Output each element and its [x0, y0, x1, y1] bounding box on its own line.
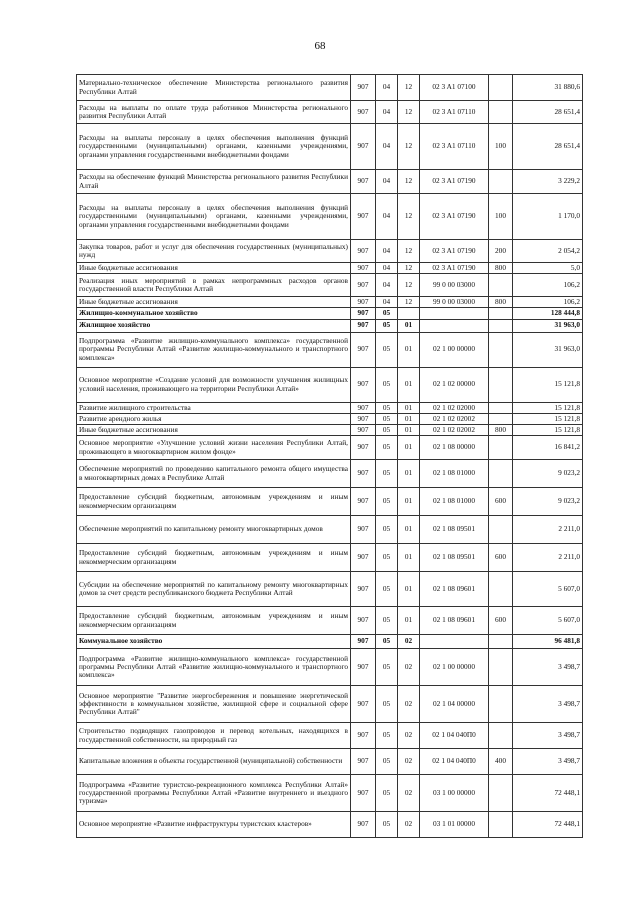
row-section-code: 04: [376, 194, 398, 240]
row-section-code: 05: [376, 607, 398, 635]
row-target-article: 02 3 A1 07190: [420, 240, 489, 263]
row-admin-code: 907: [351, 516, 376, 544]
row-name: Иные бюджетные ассигнования: [77, 297, 351, 308]
table-row: [77, 607, 583, 635]
table-row: [77, 436, 583, 460]
row-section-code: 05: [376, 308, 398, 319]
row-admin-code: 907: [351, 319, 376, 332]
row-admin-code: 907: [351, 544, 376, 572]
row-target-article: 02 3 A1 07190: [420, 263, 489, 274]
row-amount: 2 211,0: [513, 516, 583, 544]
row-subsection-code: 01: [398, 544, 420, 572]
table-row: [77, 124, 583, 170]
row-subsection-code: 12: [398, 170, 420, 194]
row-target-article: 99 0 00 03000: [420, 274, 489, 297]
row-amount: 15 121,8: [513, 424, 583, 435]
row-subsection-code: 01: [398, 332, 420, 367]
row-target-article: 02 3 A1 07100: [420, 75, 489, 101]
row-target-article: 02 3 A1 07110: [420, 101, 489, 124]
row-amount: 9 023,2: [513, 488, 583, 516]
budget-table: [76, 74, 583, 838]
row-admin-code: 907: [351, 367, 376, 402]
row-section-code: 04: [376, 170, 398, 194]
row-name: Обеспечение мероприятий по проведению капитального ремонта общего имущества в многоквартирных домах в Республике Алтай: [77, 460, 351, 488]
row-section-code: 05: [376, 319, 398, 332]
row-target-article: 02 1 08 09601: [420, 607, 489, 635]
table-row: [77, 516, 583, 544]
row-target-article: 02 3 A1 07190: [420, 170, 489, 194]
row-expense-type: [489, 101, 513, 124]
row-admin-code: 907: [351, 297, 376, 308]
row-expense-type: [489, 319, 513, 332]
row-expense-type: [489, 436, 513, 460]
row-amount: 31 963,0: [513, 332, 583, 367]
row-admin-code: 907: [351, 424, 376, 435]
row-target-article: 02 1 08 00000: [420, 436, 489, 460]
row-subsection-code: 02: [398, 749, 420, 775]
table-row: [77, 723, 583, 749]
row-admin-code: 907: [351, 101, 376, 124]
table-row: [77, 274, 583, 297]
row-amount: 72 448,1: [513, 775, 583, 812]
row-name: Расходы на выплаты по оплате труда работников Министерства регионального развития Республики Алтай: [77, 101, 351, 124]
row-section-code: 05: [376, 723, 398, 749]
row-amount: 3 498,7: [513, 649, 583, 686]
row-expense-type: [489, 516, 513, 544]
table-row: [77, 775, 583, 812]
row-target-article: 02 1 08 09501: [420, 544, 489, 572]
row-subsection-code: 01: [398, 319, 420, 332]
row-subsection-code: 02: [398, 775, 420, 812]
table-row: [77, 194, 583, 240]
row-target-article: 02 1 04 00000: [420, 686, 489, 723]
row-subsection-code: 12: [398, 194, 420, 240]
row-expense-type: [489, 686, 513, 723]
row-admin-code: 907: [351, 194, 376, 240]
row-section-code: 04: [376, 75, 398, 101]
table-row: [77, 263, 583, 274]
row-expense-type: [489, 635, 513, 649]
budget-table-body: [77, 75, 583, 838]
row-name: Расходы на выплаты персоналу в целях обеспечения выполнения функций государственными (муниципальными) органами, казенными учреждениями, органами управления государственными внебюджетными фондами: [77, 124, 351, 170]
row-subsection-code: 02: [398, 686, 420, 723]
row-target-article: 02 1 08 09601: [420, 572, 489, 607]
row-admin-code: 907: [351, 263, 376, 274]
row-target-article: [420, 319, 489, 332]
row-name: Основное мероприятие «Развитие инфраструктуры туристских кластеров»: [77, 812, 351, 838]
row-name: Строительство подводящих газопроводов и перевод котельных, находящихся в государственной собственности, на природный газ: [77, 723, 351, 749]
row-name: Развитие арендного жилья: [77, 413, 351, 424]
row-section-code: 05: [376, 436, 398, 460]
row-amount: 5,0: [513, 263, 583, 274]
row-expense-type: [489, 572, 513, 607]
row-amount: 2 211,0: [513, 544, 583, 572]
row-expense-type: 600: [489, 544, 513, 572]
row-amount: 9 023,2: [513, 460, 583, 488]
table-row: [77, 749, 583, 775]
row-name: Предоставление субсидий бюджетным, автономным учреждениям и иным некоммерческим организациям: [77, 607, 351, 635]
row-expense-type: [489, 367, 513, 402]
row-target-article: 02 1 04 040П0: [420, 749, 489, 775]
row-section-code: 05: [376, 775, 398, 812]
row-amount: 1 170,0: [513, 194, 583, 240]
row-expense-type: 600: [489, 607, 513, 635]
row-subsection-code: 12: [398, 124, 420, 170]
row-admin-code: 907: [351, 413, 376, 424]
row-subsection-code: 02: [398, 649, 420, 686]
row-section-code: 05: [376, 460, 398, 488]
row-name: Материально-техническое обеспечение Министерства регионального развития Республики Алтай: [77, 75, 351, 101]
row-section-code: 05: [376, 635, 398, 649]
row-amount: 15 121,8: [513, 367, 583, 402]
row-admin-code: 907: [351, 686, 376, 723]
row-target-article: 02 1 02 02002: [420, 413, 489, 424]
row-name: Жилищно-коммунальное хозяйство: [77, 308, 351, 319]
row-name: Закупка товаров, работ и услуг для обеспечения государственных (муниципальных) нужд: [77, 240, 351, 263]
row-section-code: 05: [376, 332, 398, 367]
table-row: [77, 544, 583, 572]
table-row: [77, 332, 583, 367]
table-row: [77, 649, 583, 686]
row-section-code: 05: [376, 572, 398, 607]
row-section-code: 05: [376, 812, 398, 838]
row-subsection-code: 12: [398, 101, 420, 124]
row-name: Жилищное хозяйство: [77, 319, 351, 332]
page-number: 68: [314, 40, 326, 52]
row-section-code: 05: [376, 749, 398, 775]
row-target-article: 02 1 00 00000: [420, 332, 489, 367]
row-amount: 28 651,4: [513, 101, 583, 124]
row-target-article: 02 1 02 00000: [420, 367, 489, 402]
table-row: [77, 488, 583, 516]
row-amount: 128 444,8: [513, 308, 583, 319]
row-amount: 28 651,4: [513, 124, 583, 170]
row-section-code: 04: [376, 240, 398, 263]
row-subsection-code: [398, 308, 420, 319]
row-expense-type: [489, 308, 513, 319]
row-section-code: 04: [376, 124, 398, 170]
row-target-article: 02 1 08 01000: [420, 488, 489, 516]
row-section-code: 05: [376, 516, 398, 544]
table-row: [77, 297, 583, 308]
row-subsection-code: 12: [398, 263, 420, 274]
row-amount: 72 448,1: [513, 812, 583, 838]
row-amount: 5 607,0: [513, 572, 583, 607]
row-admin-code: 907: [351, 723, 376, 749]
table-row: [77, 308, 583, 319]
row-subsection-code: 02: [398, 723, 420, 749]
row-admin-code: 907: [351, 75, 376, 101]
row-expense-type: [489, 460, 513, 488]
row-admin-code: 907: [351, 775, 376, 812]
row-expense-type: 800: [489, 263, 513, 274]
table-row: [77, 572, 583, 607]
row-section-code: 05: [376, 424, 398, 435]
row-section-code: 04: [376, 274, 398, 297]
table-row: [77, 460, 583, 488]
row-admin-code: 907: [351, 240, 376, 263]
table-row: [77, 635, 583, 649]
row-expense-type: [489, 413, 513, 424]
table-row: [77, 367, 583, 402]
row-name: Субсидии на обеспечение мероприятий по капитальному ремонту многоквартирных домов за счет средств республиканского бюджета Республики Алтай: [77, 572, 351, 607]
row-name: Основное мероприятие «Улучшение условий жизни населения Республики Алтай, проживающего в многоквартирном жилом фонде»: [77, 436, 351, 460]
row-section-code: 04: [376, 263, 398, 274]
row-name: Капитальные вложения в объекты государственной (муниципальной) собственности: [77, 749, 351, 775]
row-name: Коммунальное хозяйство: [77, 635, 351, 649]
row-target-article: 03 1 01 00000: [420, 812, 489, 838]
row-target-article: 99 0 00 03000: [420, 297, 489, 308]
row-expense-type: 100: [489, 194, 513, 240]
row-name: Основное мероприятие «Создание условий для возможности улучшения жилищных условий населения, проживающего на территории Республики Алтай»: [77, 367, 351, 402]
row-name: Иные бюджетные ассигнования: [77, 424, 351, 435]
row-admin-code: 907: [351, 607, 376, 635]
row-target-article: 02 1 02 02000: [420, 402, 489, 413]
row-expense-type: 800: [489, 424, 513, 435]
row-target-article: 02 1 08 01000: [420, 460, 489, 488]
row-section-code: 05: [376, 367, 398, 402]
row-target-article: 02 1 04 040П0: [420, 723, 489, 749]
row-subsection-code: 12: [398, 75, 420, 101]
row-target-article: [420, 635, 489, 649]
table-row: [77, 413, 583, 424]
row-subsection-code: 02: [398, 812, 420, 838]
row-expense-type: [489, 402, 513, 413]
row-subsection-code: 12: [398, 274, 420, 297]
row-section-code: 05: [376, 402, 398, 413]
table-row: [77, 240, 583, 263]
row-admin-code: 907: [351, 488, 376, 516]
row-amount: 15 121,8: [513, 413, 583, 424]
row-name: Подпрограмма «Развитие туристско-рекреационного комплекса Республики Алтай» государственной программы Республики Алтай «Развитие внутреннего и въездного туризма»: [77, 775, 351, 812]
row-subsection-code: 12: [398, 240, 420, 263]
row-expense-type: [489, 170, 513, 194]
row-name: Иные бюджетные ассигнования: [77, 263, 351, 274]
row-subsection-code: 02: [398, 635, 420, 649]
table-row: [77, 75, 583, 101]
row-name: Расходы на обеспечение функций Министерства регионального развития Республики Алтай: [77, 170, 351, 194]
row-admin-code: 907: [351, 436, 376, 460]
row-section-code: 05: [376, 544, 398, 572]
row-name: Подпрограмма «Развитие жилищно-коммунального комплекса» государственной программы Республики Алтай «Развитие жилищно-коммунального и транспортного комплекса»: [77, 332, 351, 367]
row-expense-type: 200: [489, 240, 513, 263]
row-target-article: [420, 308, 489, 319]
row-target-article: 02 1 02 02002: [420, 424, 489, 435]
row-admin-code: 907: [351, 460, 376, 488]
table-row: [77, 812, 583, 838]
row-name: Расходы на выплаты персоналу в целях обеспечения выполнения функций государственными (муниципальными) органами, казенными учреждениями, органами управления государственными внебюджетными фондами: [77, 194, 351, 240]
row-subsection-code: 01: [398, 367, 420, 402]
row-amount: 96 481,8: [513, 635, 583, 649]
row-admin-code: 907: [351, 572, 376, 607]
row-admin-code: 907: [351, 812, 376, 838]
row-section-code: 05: [376, 649, 398, 686]
row-target-article: 02 1 08 09501: [420, 516, 489, 544]
row-expense-type: [489, 812, 513, 838]
row-amount: 2 054,2: [513, 240, 583, 263]
row-section-code: 05: [376, 413, 398, 424]
row-target-article: 02 1 00 00000: [420, 649, 489, 686]
row-section-code: 05: [376, 488, 398, 516]
row-admin-code: 907: [351, 124, 376, 170]
row-section-code: 05: [376, 686, 398, 723]
row-admin-code: 907: [351, 274, 376, 297]
row-name: Предоставление субсидий бюджетным, автономным учреждениям и иным некоммерческим организациям: [77, 544, 351, 572]
row-name: Развитие жилищного строительства: [77, 402, 351, 413]
table-row: [77, 424, 583, 435]
row-name: Основное мероприятие "Развитие энергосбережения и повышение энергетической эффективности в коммунальном хозяйстве, жилищной сфере и социальной сфере Республики Алтай": [77, 686, 351, 723]
row-subsection-code: 01: [398, 413, 420, 424]
table-row: [77, 686, 583, 723]
row-amount: 16 841,2: [513, 436, 583, 460]
row-expense-type: [489, 649, 513, 686]
row-subsection-code: 01: [398, 516, 420, 544]
row-name: Подпрограмма «Развитие жилищно-коммунального комплекса» государственной программы Республики Алтай «Развитие жилищно-коммунального и транспортного комплекса»: [77, 649, 351, 686]
row-amount: 106,2: [513, 274, 583, 297]
row-target-article: 02 3 A1 07110: [420, 124, 489, 170]
row-admin-code: 907: [351, 308, 376, 319]
row-expense-type: [489, 723, 513, 749]
row-amount: 5 607,0: [513, 607, 583, 635]
row-subsection-code: 01: [398, 436, 420, 460]
table-row: [77, 402, 583, 413]
row-expense-type: 100: [489, 124, 513, 170]
row-amount: 106,2: [513, 297, 583, 308]
row-admin-code: 907: [351, 749, 376, 775]
table-row: [77, 319, 583, 332]
row-expense-type: 800: [489, 297, 513, 308]
row-subsection-code: 01: [398, 402, 420, 413]
row-name: Обеспечение мероприятий по капитальному ремонту многоквартирных домов: [77, 516, 351, 544]
row-expense-type: [489, 75, 513, 101]
row-amount: 15 121,8: [513, 402, 583, 413]
row-section-code: 04: [376, 101, 398, 124]
row-amount: 3 498,7: [513, 723, 583, 749]
row-subsection-code: 01: [398, 424, 420, 435]
row-name: Реализация иных мероприятий в рамках непрограммных расходов органов государственной власти Республики Алтай: [77, 274, 351, 297]
table-row: [77, 170, 583, 194]
row-target-article: 03 1 00 00000: [420, 775, 489, 812]
row-admin-code: 907: [351, 649, 376, 686]
row-amount: 3 498,7: [513, 749, 583, 775]
row-amount: 31 963,0: [513, 319, 583, 332]
row-subsection-code: 01: [398, 488, 420, 516]
row-subsection-code: 12: [398, 297, 420, 308]
row-name: Предоставление субсидий бюджетным, автономным учреждениям и иным некоммерческим организациям: [77, 488, 351, 516]
row-section-code: 04: [376, 297, 398, 308]
row-admin-code: 907: [351, 402, 376, 413]
row-expense-type: [489, 274, 513, 297]
row-target-article: 02 3 A1 07190: [420, 194, 489, 240]
row-amount: 31 880,6: [513, 75, 583, 101]
row-admin-code: 907: [351, 332, 376, 367]
row-expense-type: 600: [489, 488, 513, 516]
row-subsection-code: 01: [398, 572, 420, 607]
table-row: [77, 101, 583, 124]
row-admin-code: 907: [351, 170, 376, 194]
row-subsection-code: 01: [398, 607, 420, 635]
row-admin-code: 907: [351, 635, 376, 649]
row-expense-type: 400: [489, 749, 513, 775]
row-expense-type: [489, 332, 513, 367]
row-subsection-code: 01: [398, 460, 420, 488]
row-amount: 3 229,2: [513, 170, 583, 194]
row-expense-type: [489, 775, 513, 812]
row-amount: 3 498,7: [513, 686, 583, 723]
